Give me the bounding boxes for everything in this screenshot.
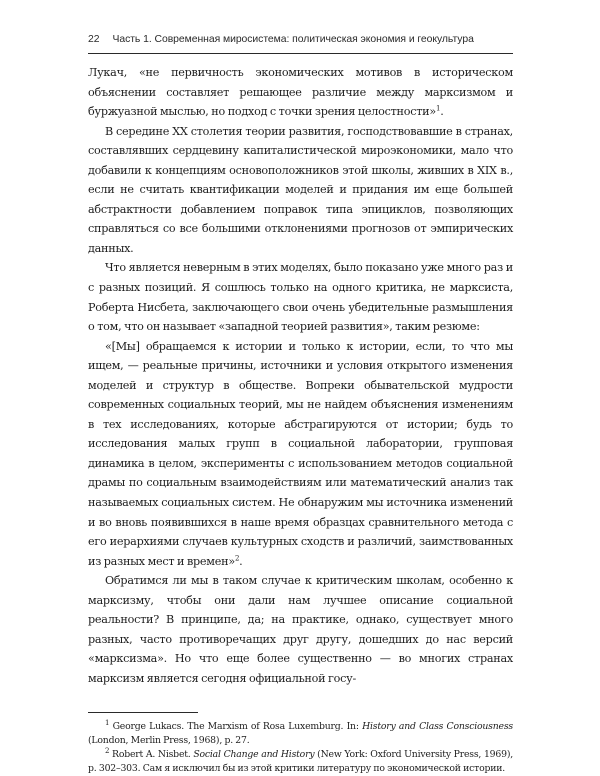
footnote-ref[interactable]: 1 xyxy=(436,104,440,112)
footnote-tail: (London, Merlin Press, 1968), p. 27. xyxy=(88,735,250,746)
paragraph-text: В середине XX столетия теории развития, господствовавшие в странах, составлявших сердцевину капиталистической мироэкономики, мало что добавили к концепциям основоположников этой школы, живших в XIX в., если не считать квантификации моделей и придания им еще большей абстрактности добавлением поправок типа эпициклов, позволяющих справляться со все большими отклонениями прогнозов от эмпирических данных. xyxy=(88,125,513,255)
paragraph: Лукач, «не первичность экономических мотивов в историческом объяснении составляет решающее различие между марксизмом и буржуазной мыслью, но подход с точки зрения целостности»$^1$. xyxy=(88,63,513,122)
footnote xyxy=(88,748,513,776)
footnotes xyxy=(88,720,513,776)
footnote-divider xyxy=(88,712,198,713)
footnote-lead: Robert A. Nisbet. xyxy=(112,749,191,760)
main-text xyxy=(88,63,513,689)
footnote-number: 2 xyxy=(105,747,109,755)
footnote-lead: George Lukacs. The Marxism of Rosa Luxemburg. In: xyxy=(113,721,359,732)
paragraph-text: Что является неверным в этих моделях, было показано уже много раз и с разных позиций. Я сошлюсь только на одного критика, не марксиста, Роберта Нисбета, заключающего свои очень убедительные размышления о том, что он называет «западной теорией развития», таким резюме: xyxy=(88,261,513,333)
footnote-number: 1 xyxy=(105,718,109,726)
footnote-tail: (New York: Oxford University Press, 1969), p. 302–303. Сам я исключил бы из этой критики литературу по экономической истории. xyxy=(88,749,513,774)
page-number: 22 xyxy=(88,34,99,45)
quote-text: «[Мы] обращаемся к истории и только к истории, если, то что мы ищем, — реальные причины, источники и условия открытого изменения моделей и структур в обществе. Вопреки обывательской мудрости современных социальных теорий, мы не найдем объяснения изменениям в тех исследованиях, которые абстрагируются от истории; будь то исследования малых групп в социальной лаборатории, групповая динамика в целом, эксперименты с использованием методов социальной драмы по социальным взаимодействиям или математический анализ так называемых социальных систем. Не обнаружим мы источника изменений и во вновь появившихся в наше время образцах сравнительного метода с его иерархиями случаев культурных сходств и различий, заимствованных из разных мест и времен» xyxy=(88,340,513,568)
paragraph-text: Обратимся ли мы в таком случае к критическим школам, особенно к марксизму, чтобы они дали нам лучшее описание социальной реальности? В принципе, да; на практике, однако, существует много разных, часто противоречащих друг другу, дошедших до нас версий «марксизма». Но что еще более существенно — во многих странах марксизм является сегодня официальной госу- xyxy=(88,574,513,685)
footnote-title: History and Class Consciousness xyxy=(362,721,513,732)
running-header xyxy=(88,34,513,54)
paragraph xyxy=(88,122,513,259)
paragraph-text: Лукач, «не первичность экономических мотивов в историческом объяснении составляет решающее различие между марксизмом и буржуазной мыслью, но подход с точки зрения целостности» xyxy=(88,66,513,118)
running-title: Часть 1. Современная миросистема: политическая экономия и геокультура xyxy=(112,34,473,45)
book-page xyxy=(88,34,513,776)
footnote xyxy=(88,720,513,748)
paragraph xyxy=(88,258,513,336)
footnote-title: Social Change and History xyxy=(193,749,314,760)
block-quote: «[Мы] обращаемся к истории и только к истории, если, то что мы ищем, — реальные причины, источники и условия открытого изменения моделей и структур в обществе. Вопреки обывательской мудрости современных социальных теорий, мы не найдем объяснения изменениям в тех исследованиях, которые абстрагируются от истории; будь то исследования малых групп в социальной лаборатории, групповая динамика в целом, эксперименты с использованием методов социальной драмы по социальным взаимодействиям или математический анализ так называемых социальных систем. Не обнаружим мы источника изменений и во вновь появившихся в наше время образцах сравнительного метода с его иерархиями случаев культурных сходств и различий, заимствованных из разных мест и времен»$^2$. xyxy=(88,337,513,572)
paragraph xyxy=(88,571,513,688)
footnote-ref[interactable]: 2 xyxy=(235,554,239,562)
